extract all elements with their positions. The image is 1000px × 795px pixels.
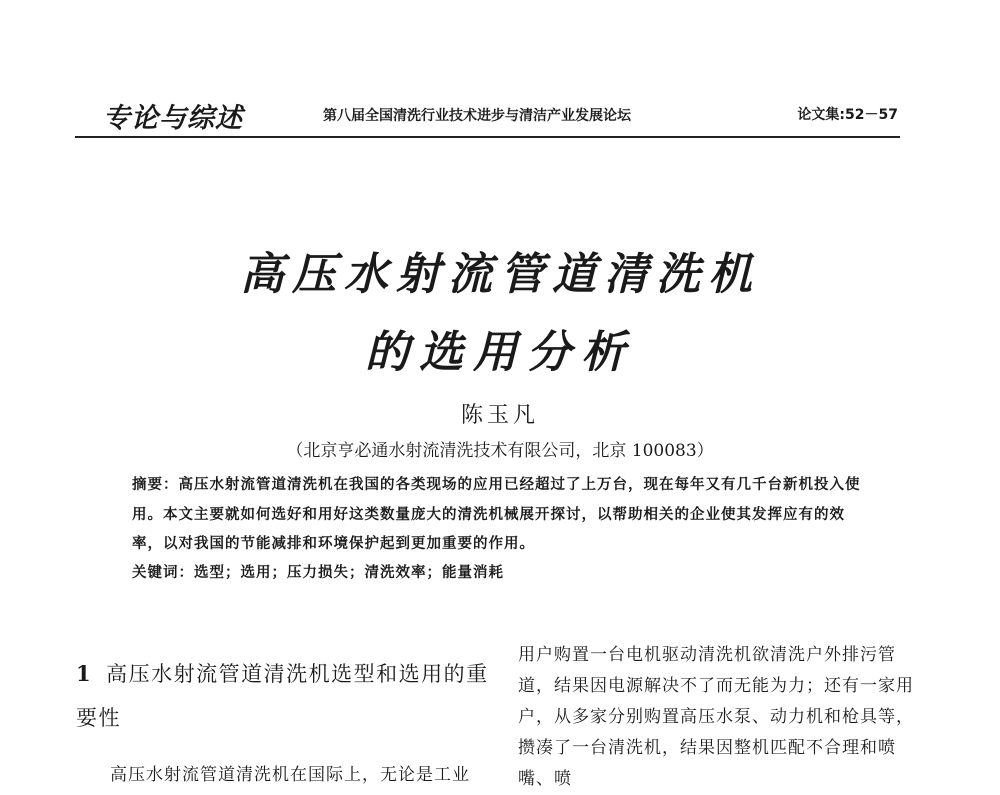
- collection-pages: 论文集:52－57: [797, 107, 898, 123]
- paper-title-line-1: 高压水射流管道清洗机: [240, 249, 760, 300]
- running-header: [75, 96, 900, 138]
- column-name: 专论与综述: [103, 103, 243, 134]
- left-column: [76, 652, 496, 792]
- right-column-text: 用户购置一台电机驱动清洗机欲清洗户外排污管道，结果因电源解决不了而无能为力；还有一家用户，从多家分别购置高压水泵、动力机和枪具等，攒凑了一台清洗机，结果因整机匹配不合理和喷嘴、喷: [518, 645, 914, 789]
- abstract-label: 摘要：: [132, 477, 179, 493]
- section-body-text: 高压水射流管道清洗机在国际上，无论是工业: [110, 765, 470, 785]
- abstract-paragraph: [132, 470, 872, 558]
- keywords-line: [132, 558, 872, 588]
- forum-name: 第八届全国清洗行业技术进步与清洁产业发展论坛: [323, 108, 631, 124]
- abstract-block: [132, 470, 872, 588]
- section-title: 高压水射流管道清洗机选型和选用的重要性: [76, 662, 489, 730]
- keywords-label: 关键词：: [132, 565, 194, 581]
- author-name: 陈玉凡: [460, 403, 539, 428]
- section-heading: [76, 652, 496, 740]
- paper-title-line-2: 的选用分析: [365, 327, 635, 378]
- keywords-text: 选型；选用；压力损失；清洗效率；能量消耗: [194, 564, 504, 581]
- author-affiliation: （北京亨必通水射流清洗技术有限公司，北京 100083）: [286, 441, 714, 461]
- section-number: 1: [76, 661, 93, 686]
- abstract-text: 高压水射流管道清洗机在我国的各类现场的应用已经超过了上万台，现在每年又有几千台新机投入使用。本文主要就如何选好和用好这类数量庞大的清洗机械展开探讨，以帮助相关的企业使其发挥应有的效率，以对我国的节能减排和环境保护起到更加重要的作用。: [132, 476, 861, 552]
